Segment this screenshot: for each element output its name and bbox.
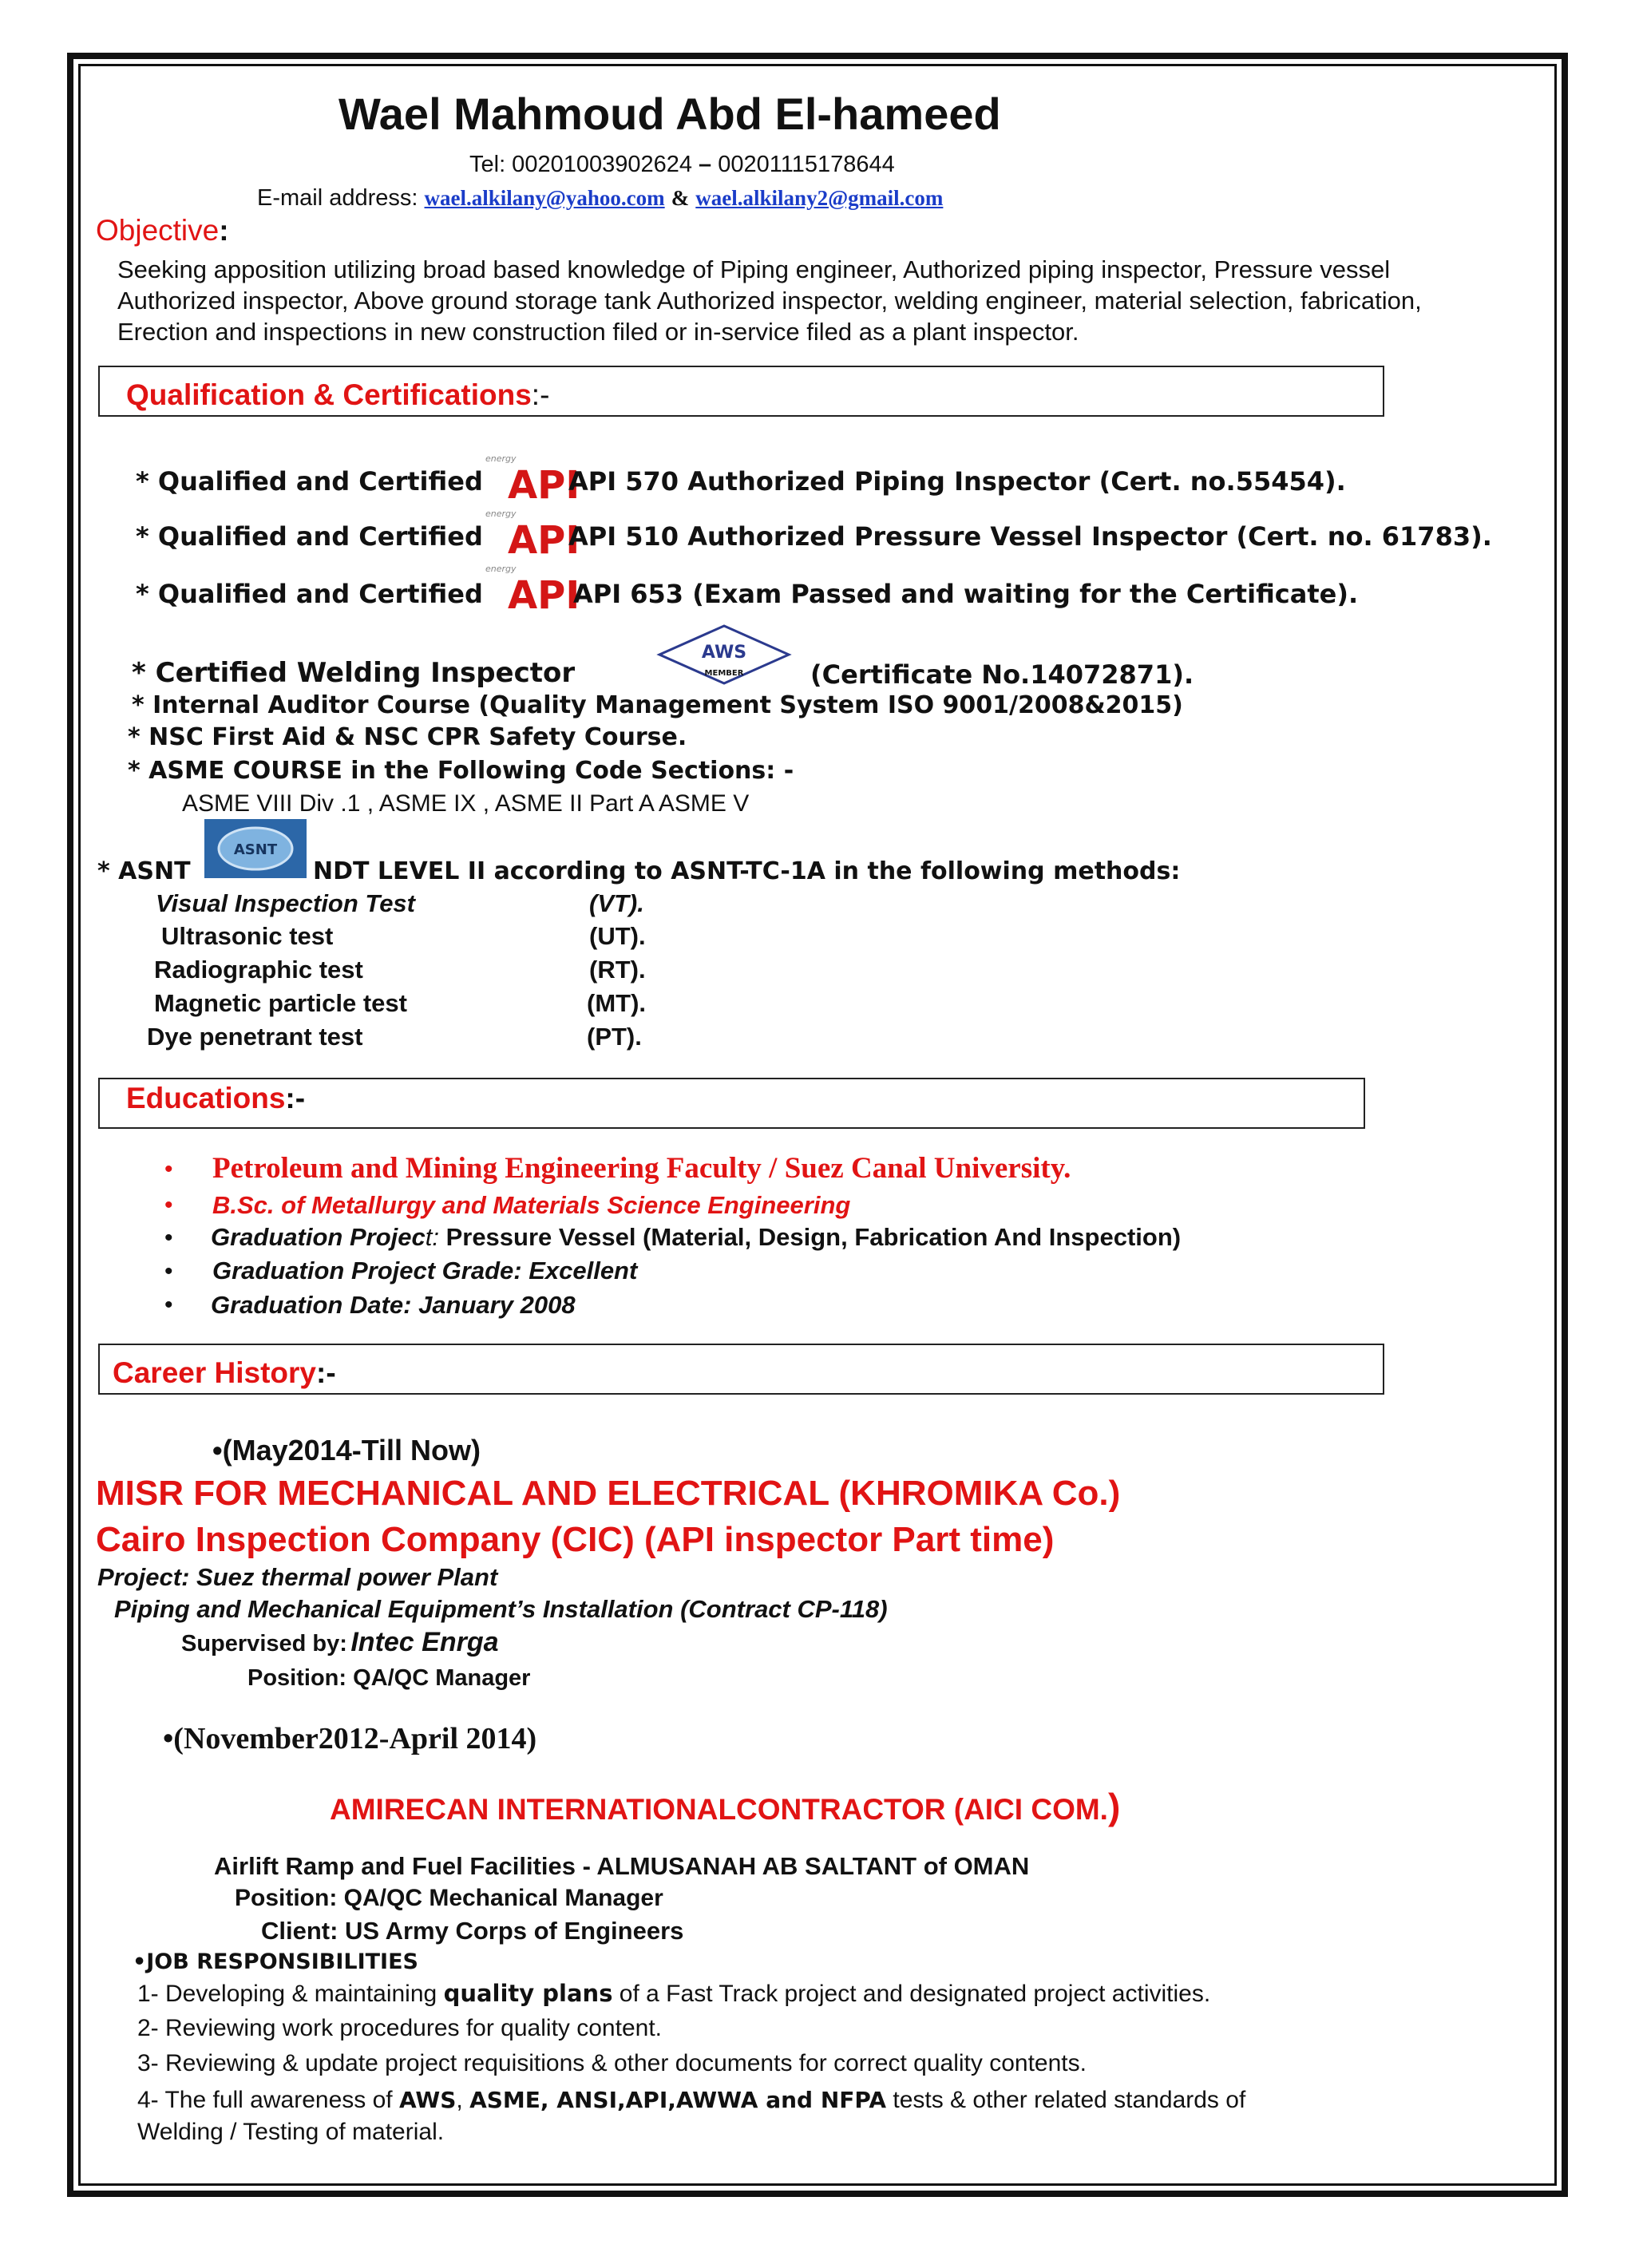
api-570-prefix: * Qualified and Certified — [136, 466, 483, 497]
job2-resp-1-b: quality plans — [443, 1980, 613, 2007]
asnt-ndt-level: NDT LEVEL II according to ASNT-TC-1A in the following methods: — [313, 857, 1181, 885]
objective-line-2: Authorized inspector, Above ground storage tank Authorized inspector, welding engineer, material selection, fabrication, — [117, 287, 1422, 315]
api-510-prefix: * Qualified and Certified — [136, 521, 483, 552]
job2-company-text: AMIRECAN INTERNATIONALCONTRACTOR (AICI COM. — [330, 1793, 1108, 1826]
asme-sections: ASME VIII Div .1 , ASME IX , ASME II Part A ASME V — [182, 790, 750, 817]
edu-faculty: Petroleum and Mining Engineering Faculty / Suez Canal University. — [212, 1152, 1071, 1185]
objective-line-1: Seeking apposition utilizing broad based knowledge of Piping engineer, Authorized piping inspector, Pressure vessel — [117, 255, 1391, 283]
job1-supervised — [181, 1627, 499, 1658]
job2-resp-4-e: tests & other related standards of — [886, 2087, 1246, 2113]
job2-responsibilities-heading: •JOB RESPONSIBILITIES — [133, 1949, 418, 1974]
education-heading-text: Educations — [126, 1082, 286, 1114]
welding-inspector-prefix: * Certified Welding Inspector — [132, 657, 576, 689]
job2-position: Position: QA/QC Mechanical Manager — [235, 1885, 663, 1911]
job2-resp-1-a: 1- Developing & maintaining — [137, 1981, 444, 2007]
method-name: Ultrasonic test — [161, 922, 334, 950]
education-heading-suffix: :- — [285, 1082, 306, 1114]
job2-resp-4-c: , — [456, 2087, 470, 2113]
job1-position: Position: QA/QC Manager — [247, 1665, 531, 1691]
qualifications-heading-text: Qualification & Certifications — [126, 378, 532, 411]
qualifications-heading-suffix: :- — [531, 378, 550, 411]
aws-logo-text: AWS — [701, 643, 747, 663]
api-logo-icon — [484, 507, 580, 563]
job1-project-detail: Piping and Mechanical Equipment’s Installation (Contract CP-118) — [114, 1595, 888, 1623]
method-code: (VT). — [589, 889, 644, 917]
nsc-safety-course: * NSC First Aid & NSC CPR Safety Course. — [128, 723, 687, 751]
method-name: Visual Inspection Test — [156, 889, 416, 917]
edu-bullet: • — [164, 1258, 173, 1284]
candidate-name: Wael Mahmoud Abd El-hameed — [338, 89, 1001, 139]
job2-resp-4 — [137, 2087, 1245, 2114]
api-logo-text: API — [508, 573, 580, 618]
api-570-text: API 570 Authorized Piping Inspector (Cert. no.55454). — [568, 466, 1346, 497]
asme-course: * ASME COURSE in the Following Code Sections: - — [128, 757, 794, 785]
api-logo-small-text: energy — [485, 453, 517, 464]
job2-company — [330, 1785, 1120, 1828]
phone-separator: – — [699, 152, 712, 177]
method-name: Radiographic test — [154, 956, 363, 984]
aws-logo-sub: MEMBER — [704, 669, 744, 678]
api-logo-small-text: energy — [485, 564, 517, 574]
career-heading-text: Career History — [113, 1356, 317, 1389]
phone-primary: Tel: 00201003902624 — [469, 152, 692, 177]
email-link-gmail[interactable]: wael.alkilany2@gmail.com — [695, 186, 944, 210]
job2-resp-4-a: 4- The full awareness of — [137, 2087, 399, 2113]
edu-bullet: • — [164, 1192, 173, 1218]
method-code: (MT). — [587, 989, 647, 1017]
phone-secondary: 00201115178644 — [718, 152, 895, 177]
job1-company-cic: Cairo Inspection Company (CIC) (API inspector Part time) — [96, 1520, 1055, 1559]
objective-colon: : — [219, 214, 229, 247]
job1-company-khromika: MISR FOR MECHANICAL AND ELECTRICAL (KHROMIKA Co.) — [96, 1474, 1121, 1513]
job2-client: Client: US Army Corps of Engineers — [261, 1917, 684, 1945]
edu-project-value: Pressure Vessel (Material, Design, Fabrication And Inspection) — [445, 1223, 1182, 1251]
edu-grade: Graduation Project Grade: Excellent — [212, 1257, 638, 1284]
api-653-prefix: * Qualified and Certified — [136, 579, 483, 609]
objective-heading — [96, 214, 229, 247]
job2-period: •(November2012-April 2014) — [163, 1722, 537, 1755]
job2-company-paren: ) — [1107, 1786, 1121, 1827]
api-653-text: API 653 (Exam Passed and waiting for the Certificate). — [573, 579, 1359, 609]
internal-auditor-course: * Internal Auditor Course (Quality Management System ISO 9001/2008&2015) — [132, 691, 1183, 719]
asnt-prefix: * ASNT — [97, 857, 191, 885]
job2-resp-3: 3- Reviewing & update project requisitions & other documents for correct quality contents. — [137, 2050, 1087, 2076]
objective-heading-text: Objective — [96, 214, 220, 247]
api-logo-small-text: energy — [485, 509, 517, 519]
asnt-logo-icon — [203, 817, 308, 880]
job2-resp-4-d: ASME, ANSI,API,AWWA and NFPA — [469, 2087, 887, 2113]
asnt-logo-text: ASNT — [233, 841, 278, 858]
api-logo-text: API — [508, 518, 580, 563]
api-510-text: API 510 Authorized Pressure Vessel Inspector (Cert. no. 61783). — [568, 521, 1492, 552]
email-ampersand: & — [671, 186, 690, 210]
method-name: Dye penetrant test — [147, 1023, 363, 1051]
job2-resp-4-b: AWS — [398, 2087, 457, 2113]
email-label: E-mail address: — [257, 185, 418, 211]
aws-logo-icon — [656, 623, 792, 687]
welding-certificate-number: (Certificate No.14072871). — [810, 659, 1194, 690]
edu-bullet: • — [164, 1225, 173, 1251]
qualifications-heading — [126, 378, 549, 412]
edu-date: Graduation Date: January 2008 — [211, 1291, 576, 1319]
career-heading — [113, 1356, 336, 1390]
edu-bullet: • — [164, 1156, 173, 1182]
education-heading — [126, 1082, 305, 1115]
email-link-yahoo[interactable]: wael.alkilany@yahoo.com — [424, 186, 665, 210]
edu-project — [211, 1223, 1181, 1252]
edu-project-label: Graduation Projec — [211, 1223, 426, 1251]
job2-project: Airlift Ramp and Fuel Facilities - ALMUSANAH AB SALTANT of OMAN — [214, 1852, 1030, 1880]
method-code: (PT). — [587, 1023, 642, 1051]
api-logo-text: API — [508, 463, 580, 508]
edu-project-label-end: t: — [425, 1223, 446, 1251]
method-code: (UT). — [589, 922, 646, 950]
job1-period: •(May2014-Till Now) — [212, 1434, 481, 1466]
job1-project: Project: Suez thermal power Plant — [97, 1563, 498, 1591]
job2-resp-1 — [137, 1980, 1210, 2008]
career-heading-suffix: :- — [316, 1356, 336, 1389]
method-name: Magnetic particle test — [154, 989, 407, 1017]
edu-bullet: • — [164, 1292, 173, 1318]
phone-line — [469, 152, 895, 178]
api-logo-icon — [484, 562, 580, 618]
job2-resp-4-line2: Welding / Testing of material. — [137, 2119, 445, 2145]
job1-supervised-label: Supervised by: — [181, 1631, 347, 1656]
api-logo-icon — [484, 452, 580, 508]
job2-resp-1-c: of a Fast Track project and designated project activities. — [612, 1981, 1211, 2007]
email-line — [257, 185, 943, 212]
method-code: (RT). — [589, 956, 646, 984]
objective-line-3: Erection and inspections in new construction filed or in-service filed as a plant inspector. — [117, 318, 1079, 346]
job2-resp-2: 2- Reviewing work procedures for quality content. — [137, 2015, 662, 2041]
edu-degree: B.Sc. of Metallurgy and Materials Science Engineering — [212, 1191, 851, 1219]
job1-supervised-value: Intec Enrga — [350, 1627, 499, 1657]
